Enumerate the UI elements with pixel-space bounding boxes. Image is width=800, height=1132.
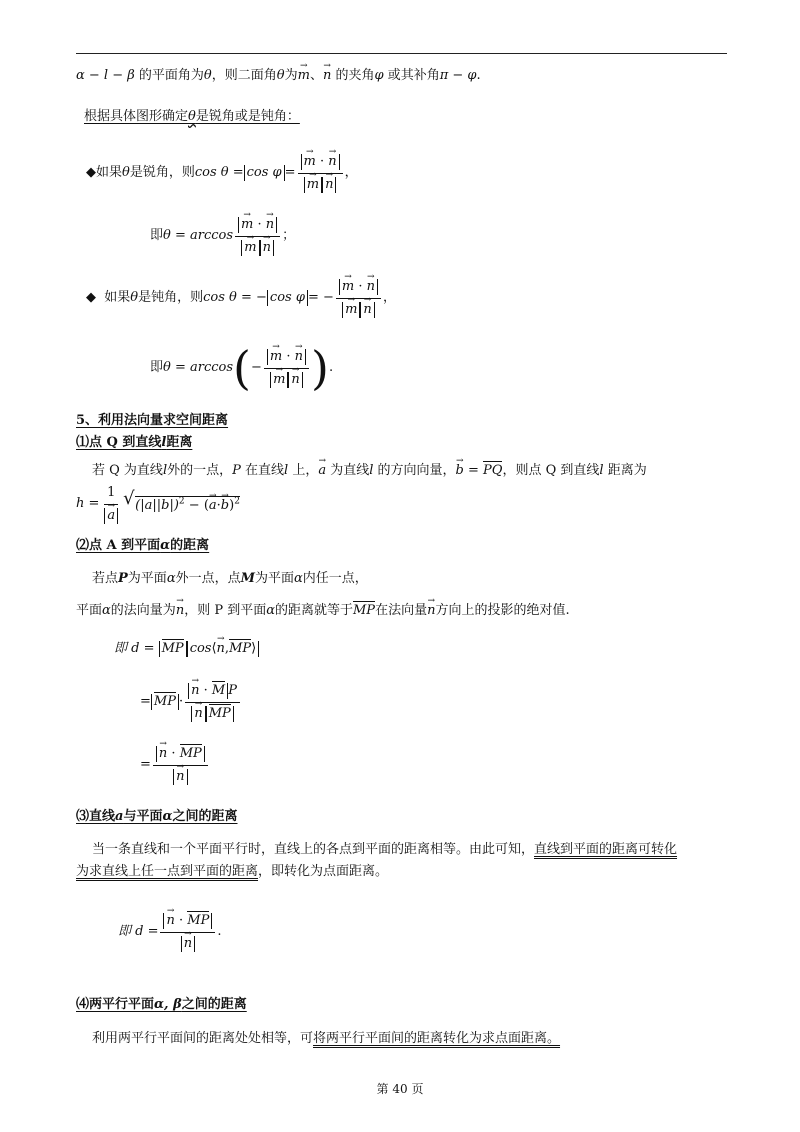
math-theta: θ <box>122 165 130 180</box>
text: 在直线 <box>240 463 285 478</box>
math-pi-minus-phi: π − φ <box>439 68 477 83</box>
intro-line <box>76 67 481 85</box>
text: ) <box>229 498 235 514</box>
math-d: 即 d = <box>118 924 159 939</box>
vector-n: → n <box>325 177 333 193</box>
text: 将两平行平面间的距离转化为求点面距离。 <box>313 1031 561 1046</box>
text: 距离为 <box>603 463 647 478</box>
text: 即 <box>150 360 164 375</box>
vector-n: → n <box>295 349 303 365</box>
math-norm-product: (|a||b|) <box>135 498 179 514</box>
text: 方向上的投影的绝对值. <box>435 603 570 618</box>
math-abs-cos-phi: cos φ <box>244 165 285 181</box>
text: 若 Q 为直线 <box>92 463 163 478</box>
case-obtuse <box>86 270 396 326</box>
math-theta: θ <box>188 109 196 124</box>
vector-n: → n <box>328 154 336 170</box>
vector-MP: MP <box>229 641 252 656</box>
note-line <box>84 108 300 126</box>
text: = <box>140 757 151 772</box>
text: 是钝角，则 <box>138 290 204 305</box>
text: ，即转化为点面距离。 <box>258 864 389 879</box>
math-l: l <box>284 463 289 478</box>
math-abs-cos-phi: cos φ <box>267 290 308 306</box>
math-l: l <box>161 435 167 450</box>
vector-m: → m <box>345 302 357 318</box>
text: ，则二面角 <box>211 68 277 83</box>
text: 是锐角，则 <box>129 165 195 180</box>
math-alpha: α <box>102 603 111 618</box>
fraction-mn: → m · → n → m→ n <box>298 153 343 194</box>
sub2-line1 <box>92 570 368 588</box>
vector-MP: MP <box>179 745 202 761</box>
math-cos-theta: cos θ = − <box>203 290 267 305</box>
sub2-line2 <box>76 602 570 620</box>
text: ； <box>282 228 296 243</box>
vector-n: → n <box>217 641 225 657</box>
text: 为平面 <box>255 571 295 586</box>
math-theta: θ <box>276 68 285 83</box>
text: . <box>476 68 481 83</box>
math-l: l <box>369 463 374 478</box>
subsection-title <box>76 537 209 555</box>
vector-b: → b <box>221 497 229 515</box>
text: 之间的距离 <box>172 809 238 824</box>
top-rule <box>76 53 727 54</box>
text: . <box>328 360 334 375</box>
fraction-projection: → n · M P → n MP <box>185 682 240 723</box>
text: = <box>284 165 296 180</box>
text: 2 <box>234 496 240 507</box>
text: 在法向量 <box>375 603 428 618</box>
text: 若点 <box>92 571 119 586</box>
text: − ( <box>184 498 209 514</box>
math-a: a <box>115 809 124 824</box>
text: 1 <box>104 484 118 505</box>
text: 平面 <box>76 603 103 618</box>
text: ， <box>344 165 358 180</box>
text: 或其补角 <box>383 68 440 83</box>
fraction-mn: → m · → n → m→ n <box>235 216 280 257</box>
sqrt-expression <box>123 493 240 515</box>
math-phi: φ <box>374 68 384 83</box>
vector-m: → m <box>273 372 285 388</box>
math-theta: θ <box>130 290 139 305</box>
left-paren: ( <box>233 341 251 395</box>
text: 利用两平行平面间的距离处处相等，可 <box>92 1031 314 1046</box>
text: 与平面 <box>123 809 163 824</box>
text: 内任一点， <box>302 571 368 586</box>
text: ⑴点 Q 到直线 <box>76 435 162 450</box>
math-alpha: α <box>162 809 173 824</box>
text: 、 <box>309 68 323 83</box>
vector-n: → n <box>367 279 375 295</box>
sub3-para-line1 <box>92 841 677 859</box>
vector-m: → m <box>304 154 316 170</box>
text: = <box>463 463 484 478</box>
vector-MP: MP <box>187 912 210 928</box>
vector-n: → n <box>176 602 184 620</box>
text: 为平面 <box>127 571 167 586</box>
text: ，则 P 到平面 <box>184 603 267 618</box>
math-alpha: α <box>266 603 275 618</box>
math-M: M <box>211 682 226 698</box>
text: 是锐角或是钝角： <box>195 109 300 124</box>
vector-n: → n <box>263 240 271 256</box>
vector-m: → m <box>244 240 256 256</box>
math-M: M <box>240 571 255 586</box>
vector-n: → n <box>176 769 184 785</box>
vector-m: → m <box>307 177 319 193</box>
text: 为直线 <box>326 463 370 478</box>
diamond-bullet-icon: ◆ <box>86 165 96 180</box>
vector-n: → n <box>184 936 192 952</box>
vector-m: → m <box>298 67 310 85</box>
d-formula-line3 <box>140 738 210 792</box>
text: 的平面角为 <box>134 68 204 83</box>
text: 的法向量为 <box>110 603 176 618</box>
fraction-n-dot-mp: → n · MP → n <box>160 912 215 953</box>
text: 的夹角 <box>331 68 375 83</box>
text: 根据具体图形确定 <box>84 109 189 124</box>
sub1-line <box>92 462 647 480</box>
sub3-para-line2 <box>76 863 388 881</box>
fraction-n-dot-mp: → n · MP → n <box>153 745 208 786</box>
text: 的距离 <box>170 538 210 553</box>
subsection-title <box>76 996 247 1014</box>
text: 2 <box>178 496 185 507</box>
vector-m: → m <box>342 279 354 295</box>
text: · <box>178 694 184 709</box>
text: 外一点，点 <box>175 571 241 586</box>
sub4-para <box>92 1030 560 1048</box>
subsection-title <box>76 434 192 452</box>
text: ⑷两平行平面 <box>76 997 155 1012</box>
vector-a: → a <box>209 497 217 515</box>
vector-n: → n <box>166 913 174 929</box>
text: 的方向向量， <box>373 463 456 478</box>
vector-n: → n <box>427 602 435 620</box>
math-d: 即 d = <box>114 641 159 656</box>
h-formula <box>76 484 240 524</box>
fraction-mn: → m · → n → m→ n <box>264 348 309 389</box>
text: 如果 <box>96 165 123 180</box>
text: ⟩ <box>251 641 257 656</box>
subsection-title <box>76 808 238 826</box>
vector-n: → n <box>159 746 167 762</box>
vector-n: → n <box>323 67 331 85</box>
case-acute-arccos <box>150 208 295 264</box>
math-P: P <box>118 571 128 586</box>
d-formula-line2 <box>140 674 242 730</box>
text: 外的一点， <box>167 463 233 478</box>
vector-n: → n <box>194 706 202 722</box>
vector-MP: MP <box>353 603 376 618</box>
text: 如果 <box>104 290 131 305</box>
text: cos <box>189 641 212 656</box>
vector-MP: MP <box>161 641 184 656</box>
math-alpha-l-beta: α − l − β <box>76 68 135 83</box>
text: ⟨ <box>211 641 217 656</box>
text: , <box>224 641 230 656</box>
math-alpha: α <box>294 571 303 586</box>
text: · <box>216 498 221 514</box>
vector-PQ: PQ <box>483 463 503 478</box>
vector-m: → m <box>270 349 282 365</box>
vector-n: → n <box>266 217 274 233</box>
text: 即 <box>150 228 164 243</box>
text: 为求直线上任一点到平面的距离 <box>76 864 259 879</box>
text: 当一条直线和一个平面平行时，直线上的各点到平面的距离相等。由此可知， <box>92 842 535 857</box>
text: 上， <box>288 463 319 478</box>
vector-m: → m <box>241 217 253 233</box>
text: 之间的距离 <box>181 997 247 1012</box>
math-arccos: θ = arccos <box>163 360 234 375</box>
math-alpha: α <box>166 571 176 586</box>
math-alpha-beta: α, β <box>154 997 182 1012</box>
case-obtuse-arccos <box>150 340 333 396</box>
vector-b: → b <box>456 462 464 480</box>
math-l: l <box>162 463 168 478</box>
text: 为 <box>284 68 298 83</box>
text: = <box>140 694 151 709</box>
text: ⑶直线 <box>76 809 116 824</box>
right-paren: ) <box>311 341 329 395</box>
vector-n: → n <box>363 302 371 318</box>
vector-n: → n <box>191 683 199 699</box>
text: ，则点 Q 到直线 <box>502 463 600 478</box>
text: − <box>250 360 262 375</box>
text: ， <box>382 290 396 305</box>
page-footer: 第 40 页 <box>376 1082 424 1096</box>
math-alpha: α <box>160 538 171 553</box>
math-theta: θ <box>203 68 212 83</box>
section-title: 5、利用法向量求空间距离 <box>76 413 229 428</box>
case-acute <box>86 143 358 203</box>
vector-MP: MP <box>208 705 231 721</box>
math-P: P <box>228 682 237 698</box>
math-cos-theta: cos θ = <box>194 165 244 180</box>
text: 的距离就等于 <box>274 603 353 618</box>
fraction-mn: → m · → n → m→ n <box>336 278 381 319</box>
math-h: h = <box>76 496 100 511</box>
text: ⑵点 A 到平面 <box>76 538 161 553</box>
sub3-formula <box>118 904 221 960</box>
vector-MP: MP <box>153 694 176 709</box>
vector-n: → n <box>291 372 299 388</box>
vector-a: → a <box>318 462 326 480</box>
fraction-1-over-a <box>101 484 121 525</box>
d-formula-line1 <box>114 640 259 658</box>
math-arccos: θ = arccos <box>163 228 234 243</box>
diamond-bullet-icon: ◆ <box>86 290 96 305</box>
text: 直线到平面的距离可转化 <box>534 842 678 857</box>
text: 距离 <box>166 435 193 450</box>
text: . <box>217 924 222 939</box>
vector-a: → a <box>107 508 115 524</box>
math-P: P <box>232 463 241 478</box>
text: = − <box>307 290 334 305</box>
math-l: l <box>599 463 604 478</box>
